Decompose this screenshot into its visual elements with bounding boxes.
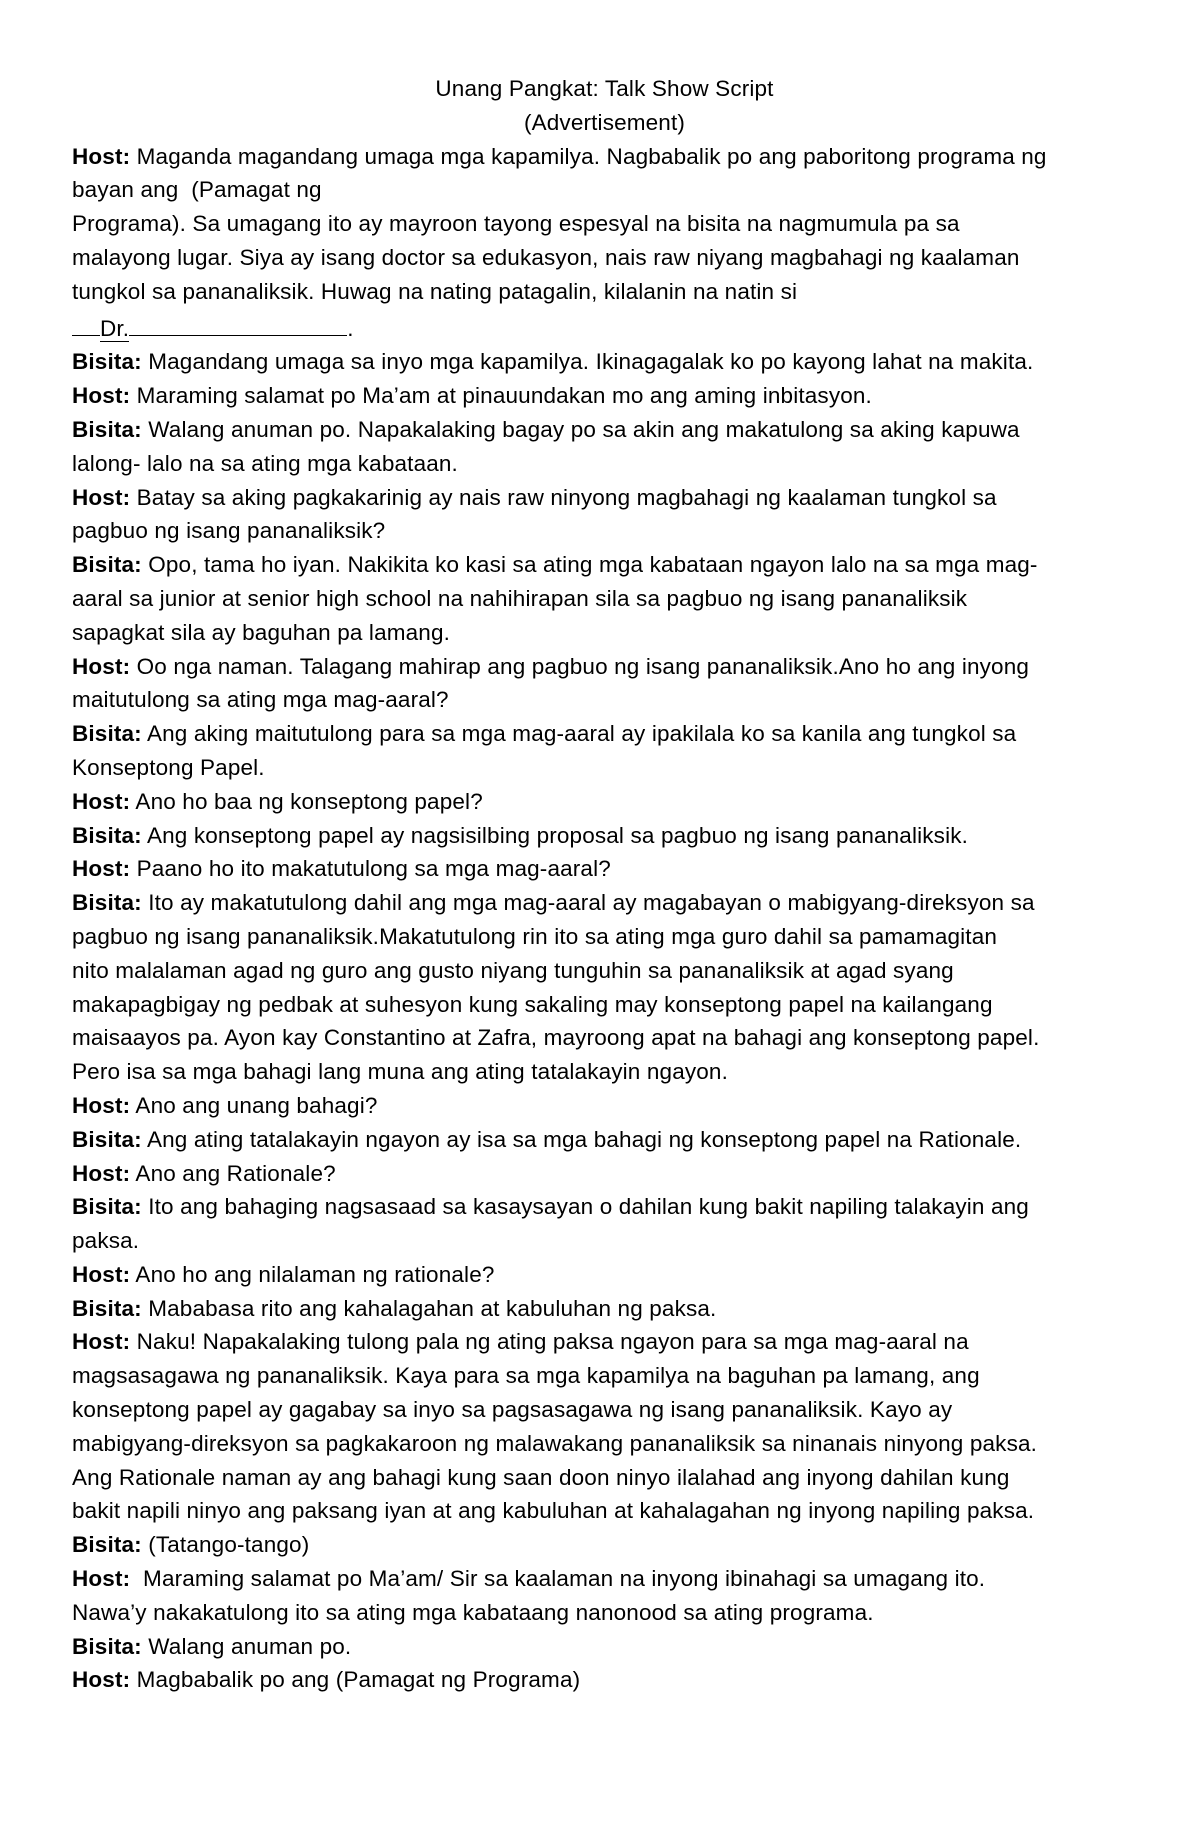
script-line: [72, 1123, 1137, 1157]
script-line: [72, 1157, 1137, 1191]
line-text: Batay sa aking pagkakarinig ay nais raw ninyong magbahagi ng kaalaman tungkol sa: [130, 484, 997, 510]
script-line: [72, 683, 1137, 717]
script-line: [72, 1258, 1137, 1292]
script-line: [72, 413, 1137, 447]
line-text: Magbabalik po ang (Pamagat ng Programa): [130, 1667, 581, 1693]
script-line: [72, 241, 1137, 275]
speaker-host: Host:: [72, 143, 131, 169]
speaker-bisita: Bisita:: [72, 416, 142, 442]
line-text: Magandang umaga sa inyo mga kapamilya. Ikinagagalak ko po kayong lahat na makita.: [141, 349, 1034, 375]
script-line: [72, 1359, 1137, 1393]
guest-name-line: [72, 309, 1137, 346]
script-line: [72, 275, 1137, 309]
speaker-bisita: Bisita:: [72, 1194, 142, 1220]
speaker-host: Host:: [72, 1261, 131, 1287]
script-line: [72, 345, 1137, 379]
line-text: malayong lugar. Siya ay isang doctor sa edukasyon, nais raw niyang magbahagi ng kaalaman: [72, 244, 1020, 270]
line-text: aaral sa junior at senior high school na nahihirapan sila sa pagbuo ng isang pananaliksik: [72, 585, 968, 611]
speaker-bisita: Bisita:: [72, 822, 142, 848]
speaker-host: Host:: [72, 1329, 131, 1355]
document-title: Unang Pangkat: Talk Show Script: [435, 76, 774, 101]
script-line: [72, 548, 1137, 582]
line-text: Opo, tama ho iyan. Nakikita ko kasi sa ating mga kabataan ngayon lalo na sa mga mag-: [141, 552, 1038, 578]
script-line: [72, 1461, 1137, 1495]
line-text: Pero isa sa mga bahagi lang muna ang ating tatalakayin ngayon.: [72, 1059, 728, 1085]
line-text: Ang ating tatalakayin ngayon ay isa sa mga bahagi ng konseptong papel na Rationale.: [141, 1126, 1022, 1152]
line-text: pagbuo ng isang pananaliksik.Makatutulong rin ito sa ating mga guro dahil sa pamamagitan: [72, 923, 998, 949]
script-line: [72, 954, 1137, 988]
line-text: Ang Rationale naman ay ang bahagi kung saan doon ninyo ilalahad ang inyong dahilan kung: [72, 1464, 1010, 1490]
guest-name-blank: [129, 309, 347, 336]
line-text: Ang aking maitutulong para sa mga mag-aaral ay ipakilala ko sa kanila ang tungkol sa: [141, 721, 1017, 747]
period: .: [347, 315, 354, 341]
line-text: mabigyang-direksyon sa pagkakaroon ng malawakang pananaliksik sa ninanais ninyong paksa.: [72, 1430, 1038, 1456]
line-text: Walang anuman po.: [141, 1633, 352, 1659]
speaker-host: Host:: [72, 383, 131, 409]
speaker-host: Host:: [72, 1160, 131, 1186]
line-text: Ano ang Rationale?: [130, 1160, 336, 1186]
script-line: [72, 379, 1137, 413]
line-text: makapagbigay ng pedbak at suhesyon kung sakaling may konseptong papel na kailangang: [72, 991, 993, 1017]
line-text: Ito ang bahaging nagsasaad sa kasaysayan o dahilan kung bakit napiling talakayin ang: [141, 1194, 1029, 1220]
speaker-host: Host:: [72, 1667, 131, 1693]
line-text: sapagkat sila ay baguhan pa lamang.: [72, 619, 451, 645]
line-text: maisaayos pa. Ayon kay Constantino at Zafra, mayroong apat na bahagi ang konseptong papel.: [72, 1025, 1040, 1051]
script-line: [72, 1494, 1137, 1528]
script-line: [72, 1190, 1137, 1224]
line-text: Maraming salamat po Ma’am/ Sir sa kaalaman na inyong ibinahagi sa umagang ito.: [130, 1566, 986, 1592]
script-line: [72, 1528, 1137, 1562]
script-line: [72, 447, 1137, 481]
script-line: [72, 582, 1137, 616]
script-line: [72, 1427, 1137, 1461]
line-text: bayan ang (Pamagat ng: [72, 177, 322, 203]
line-text: Naku! Napakalaking tulong pala ng ating paksa ngayon para sa mga mag-aaral na: [130, 1329, 969, 1355]
line-text: nito malalaman agad ng guro ang gusto niyang tunguhin sa pananaliksik at agad syang: [72, 957, 954, 983]
line-text: Maraming salamat po Ma’am at pinauundakan mo ang aming inbitasyon.: [130, 383, 872, 409]
script-body: [72, 140, 1137, 1698]
speaker-bisita: Bisita:: [72, 552, 142, 578]
script-line: [72, 717, 1137, 751]
line-text: pagbuo ng isang pananaliksik?: [72, 518, 386, 544]
line-text: Mababasa rito ang kahalagahan at kabuluhan ng paksa.: [141, 1295, 717, 1321]
speaker-bisita: Bisita:: [72, 890, 142, 916]
line-text: Maganda magandang umaga mga kapamilya. Nagbabalik po ang paboritong programa ng: [130, 143, 1047, 169]
script-line: [72, 650, 1137, 684]
script-line: [72, 920, 1137, 954]
script-line: [72, 988, 1137, 1022]
script-line: [72, 1562, 1137, 1596]
script-line: [72, 852, 1137, 886]
line-text: Konseptong Papel.: [72, 754, 265, 780]
line-text: tungkol sa pananaliksik. Huwag na nating patagalin, kilalanin na natin si: [72, 278, 798, 304]
script-line: [72, 1663, 1137, 1697]
script-line: [72, 514, 1137, 548]
script-line: [72, 1393, 1137, 1427]
line-text: Paano ho ito makatutulong sa mga mag-aaral?: [130, 856, 611, 882]
speaker-bisita: Bisita:: [72, 1295, 142, 1321]
speaker-host: Host:: [72, 484, 131, 510]
document-subtitle: (Advertisement): [523, 109, 686, 135]
line-text: magsasagawa ng pananaliksik. Kaya para sa mga kapamilya na baguhan pa lamang, ang: [72, 1363, 980, 1389]
speaker-bisita: Bisita:: [72, 1633, 142, 1659]
speaker-host: Host:: [72, 856, 131, 882]
speaker-host: Host:: [72, 653, 131, 679]
line-text: Ang konseptong papel ay nagsisilbing proposal sa pagbuo ng isang pananaliksik.: [141, 822, 969, 848]
blank-underline: [72, 309, 100, 336]
line-text: konseptong papel ay gagabay sa inyo sa pagsasagawa ng isang pananaliksik. Kayo ay: [72, 1397, 953, 1423]
speaker-host: Host:: [72, 1092, 131, 1118]
line-text: Ito ay makatutulong dahil ang mga mag-aaral ay magabayan o mabigyang-direksyon sa: [141, 890, 1035, 916]
speaker-host: Host:: [72, 1566, 131, 1592]
script-line: [72, 1055, 1137, 1089]
speaker-host: Host:: [72, 788, 131, 814]
line-text: bakit napili ninyo ang paksang iyan at ang kabuluhan at kahalagahan ng inyong napiling paksa.: [72, 1498, 1035, 1524]
script-line: [72, 751, 1137, 785]
line-text: (Tatango-tango): [141, 1532, 310, 1558]
line-text: maitutulong sa ating mga mag-aaral?: [72, 687, 449, 713]
line-text: Oo nga naman. Talagang mahirap ang pagbuo ng isang pananaliksik.Ano ho ang inyong: [130, 653, 1030, 679]
document-page: [72, 72, 1137, 1697]
doctor-prefix: Dr.: [100, 315, 130, 341]
script-line: [72, 616, 1137, 650]
speaker-bisita: Bisita:: [72, 1126, 142, 1152]
script-line: [72, 1630, 1137, 1664]
script-line: [72, 1325, 1137, 1359]
script-line: [72, 481, 1137, 515]
line-text: lalong- lalo na sa ating mga kabataan.: [72, 450, 458, 476]
script-line: [72, 886, 1137, 920]
line-text: Ano ho ang nilalaman ng rationale?: [130, 1261, 495, 1287]
line-text: paksa.: [72, 1228, 140, 1254]
script-line: [72, 785, 1137, 819]
speaker-bisita: Bisita:: [72, 349, 142, 375]
line-text: Ano ang unang bahagi?: [130, 1092, 378, 1118]
script-line: [72, 1021, 1137, 1055]
script-line: [72, 1596, 1137, 1630]
script-line: [72, 173, 1137, 207]
script-line: [72, 140, 1137, 174]
speaker-bisita: Bisita:: [72, 721, 142, 747]
script-line: [72, 1089, 1137, 1123]
line-text: Programa). Sa umagang ito ay mayroon tayong espesyal na bisita na nagmumula pa sa: [72, 211, 960, 237]
script-line: [72, 1292, 1137, 1326]
line-text: Walang anuman po. Napakalaking bagay po sa akin ang makatulong sa aking kapuwa: [141, 416, 1020, 442]
script-line: [72, 819, 1137, 853]
script-line: [72, 207, 1137, 241]
line-text: Nawa’y nakakatulong ito sa ating mga kabataang nanonood sa ating programa.: [72, 1599, 874, 1625]
speaker-bisita: Bisita:: [72, 1532, 142, 1558]
script-line: [72, 1224, 1137, 1258]
line-text: Ano ho baa ng konseptong papel?: [130, 788, 483, 814]
